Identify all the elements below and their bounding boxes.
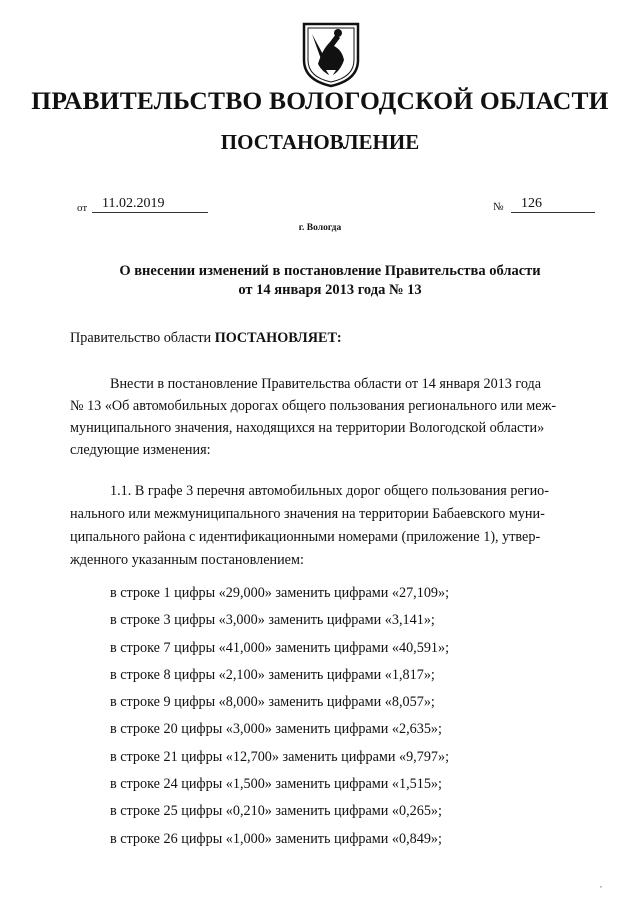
- title-line: О внесении изменений в постановление Правительства области: [119, 263, 541, 279]
- organization-title: ПРАВИТЕЛЬСТВО ВОЛОГОДСКОЙ ОБЛАСТИ: [31, 86, 609, 115]
- decree-line: [70, 330, 342, 347]
- document-title: [60, 262, 600, 300]
- document-type: ПОСТАНОВЛЕНИЕ: [220, 130, 420, 154]
- paragraph-line: нального или межмуниципального значения на территории Бабаевского муни-: [70, 506, 545, 522]
- paragraph-line: ципального района с идентификационными номерами (приложение 1), утвер-: [70, 529, 541, 545]
- paragraph-line: Внести в постановление Правительства области от 14 января 2013 года: [110, 376, 542, 392]
- intro-paragraph: [70, 373, 598, 461]
- number-label: №: [493, 201, 504, 213]
- decree-prefix: Правительство области: [70, 330, 212, 346]
- city: г. Вологда: [298, 223, 342, 233]
- paragraph-line: муниципального значения, находящихся на территории Вологодской области»: [70, 420, 545, 436]
- changes-list: [110, 580, 449, 853]
- item-paragraph: [70, 480, 598, 572]
- list-item: в строке 1 цифры «29,000» заменить цифрами «27,109»;: [110, 585, 450, 601]
- number-field: 126: [511, 196, 595, 213]
- title-line: от 14 января 2013 года № 13: [238, 282, 422, 298]
- list-item: в строке 8 цифры «2,100» заменить цифрами «1,817»;: [110, 666, 435, 683]
- date-label: от: [77, 202, 88, 214]
- list-item: в строке 9 цифры «8,000» заменить цифрами «8,057»;: [110, 694, 435, 711]
- scan-mark: ,: [600, 880, 602, 889]
- list-item: в строке 21 цифры «12,700» заменить цифрами «9,797»;: [110, 748, 450, 765]
- paragraph-line: № 13 «Об автомобильных дорогах общего пользования регионального или меж-: [70, 398, 557, 414]
- list-item: в строке 24 цифры «1,500» заменить цифрами «1,515»;: [110, 776, 442, 793]
- list-item: в строке 26 цифры «1,000» заменить цифрами «0,849»;: [110, 830, 442, 847]
- list-item: в строке 20 цифры «3,000» заменить цифрами «2,635»;: [110, 721, 442, 738]
- list-item: в строке 7 цифры «41,000» заменить цифрами «40,591»;: [110, 639, 450, 656]
- paragraph-line: жденного указанным постановлением:: [70, 552, 304, 568]
- date-field: 11.02.2019: [92, 196, 208, 213]
- coat-of-arms-icon: [300, 20, 362, 88]
- paragraph-line: следующие изменения:: [70, 442, 211, 458]
- list-item: в строке 3 цифры «3,000» заменить цифрами «3,141»;: [110, 612, 435, 629]
- decree-keyword: ПОСТАНОВЛЯЕТ:: [214, 330, 342, 346]
- list-item: в строке 25 цифры «0,210» заменить цифрами «0,265»;: [110, 803, 442, 820]
- paragraph-line: 1.1. В графе 3 перечня автомобильных дорог общего пользования регио-: [110, 483, 549, 499]
